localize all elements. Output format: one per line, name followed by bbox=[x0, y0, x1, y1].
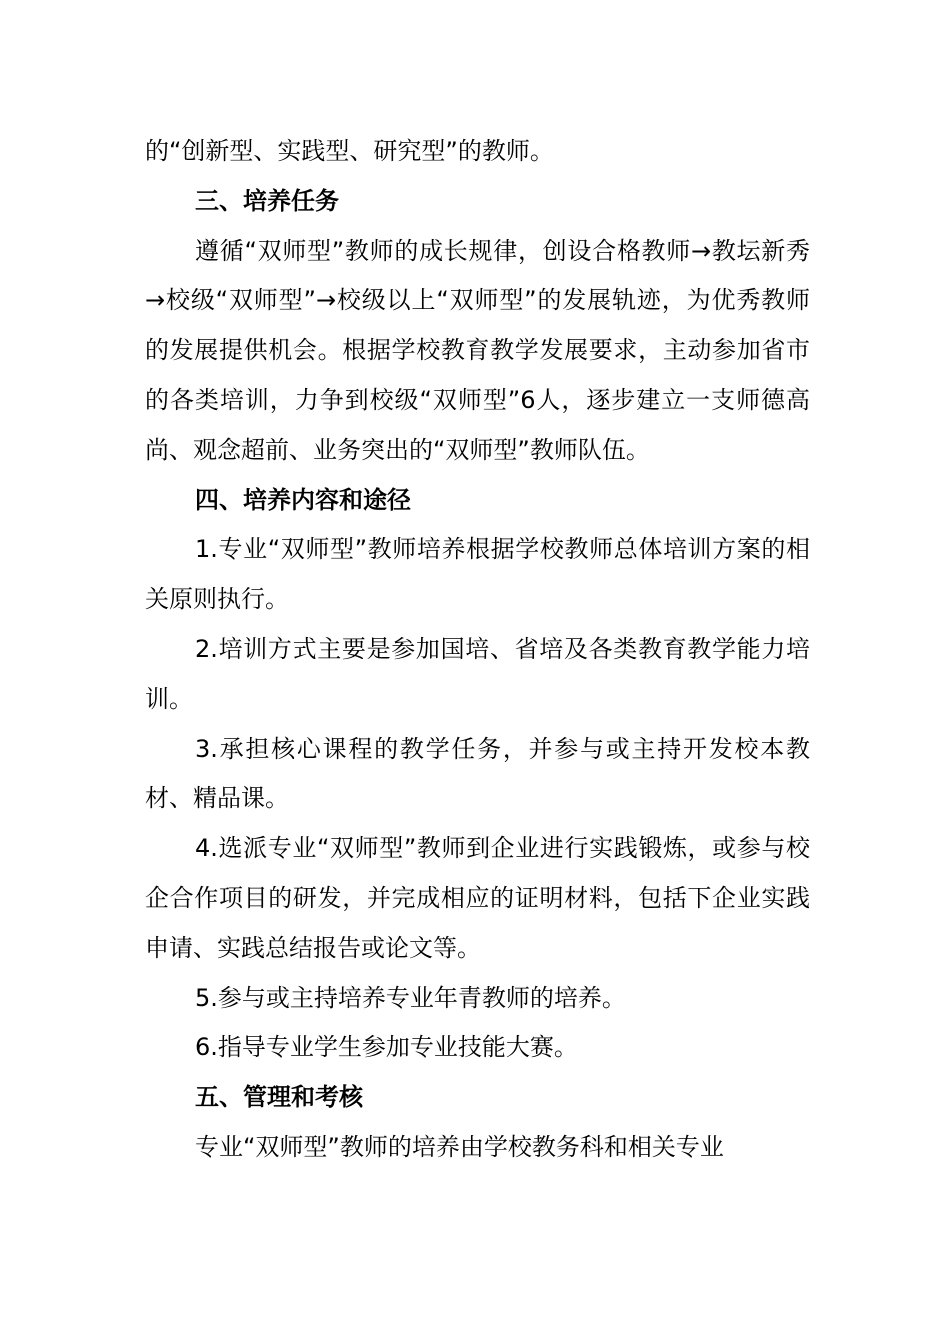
paragraph-item-6: 6.指导专业学生参加专业技能大赛。 bbox=[195, 1033, 578, 1062]
paragraph-continuation: 的“创新型、实践型、研究型”的教师。 bbox=[145, 137, 554, 165]
paragraph-training-tasks: 遵循“双师型”教师的成长规律，创设合格教师→教坛新秀→校级“双师型”→校级以上“双师型”的发展轨迹，为优秀教师的发展提供机会。根据学校教育教学发展要求，主动参加省市的各类培训，力争到校级“双师型”6人，逐步建立一支师德高尚、观念超前、业务突出的“双师型”教师队伍。 bbox=[145, 236, 810, 464]
paragraph-item-4: 4.选派专业“双师型”教师到企业进行实践锻炼，或参与校企合作项目的研发，并完成相应的证明材料，包括下企业实践申请、实践总结报告或论文等。 bbox=[145, 834, 810, 962]
document-body bbox=[145, 127, 810, 1173]
paragraph-management: 专业“双师型”教师的培养由学校教务科和相关专业 bbox=[195, 1132, 724, 1161]
section-heading-5: 五、管理和考核 bbox=[195, 1083, 363, 1112]
paragraph-item-1: 1.专业“双师型”教师培养根据学校教师总体培训方案的相关原则执行。 bbox=[145, 535, 810, 614]
paragraph-item-2: 2.培训方式主要是参加国培、省培及各类教育教学能力培训。 bbox=[145, 634, 810, 713]
section-heading-3: 三、培养任务 bbox=[195, 186, 339, 215]
section-heading-4: 四、培养内容和途径 bbox=[195, 485, 411, 514]
paragraph-item-5: 5.参与或主持培养专业年青教师的培养。 bbox=[195, 983, 626, 1012]
paragraph-item-3: 3.承担核心课程的教学任务，并参与或主持开发校本教材、精品课。 bbox=[145, 734, 810, 813]
